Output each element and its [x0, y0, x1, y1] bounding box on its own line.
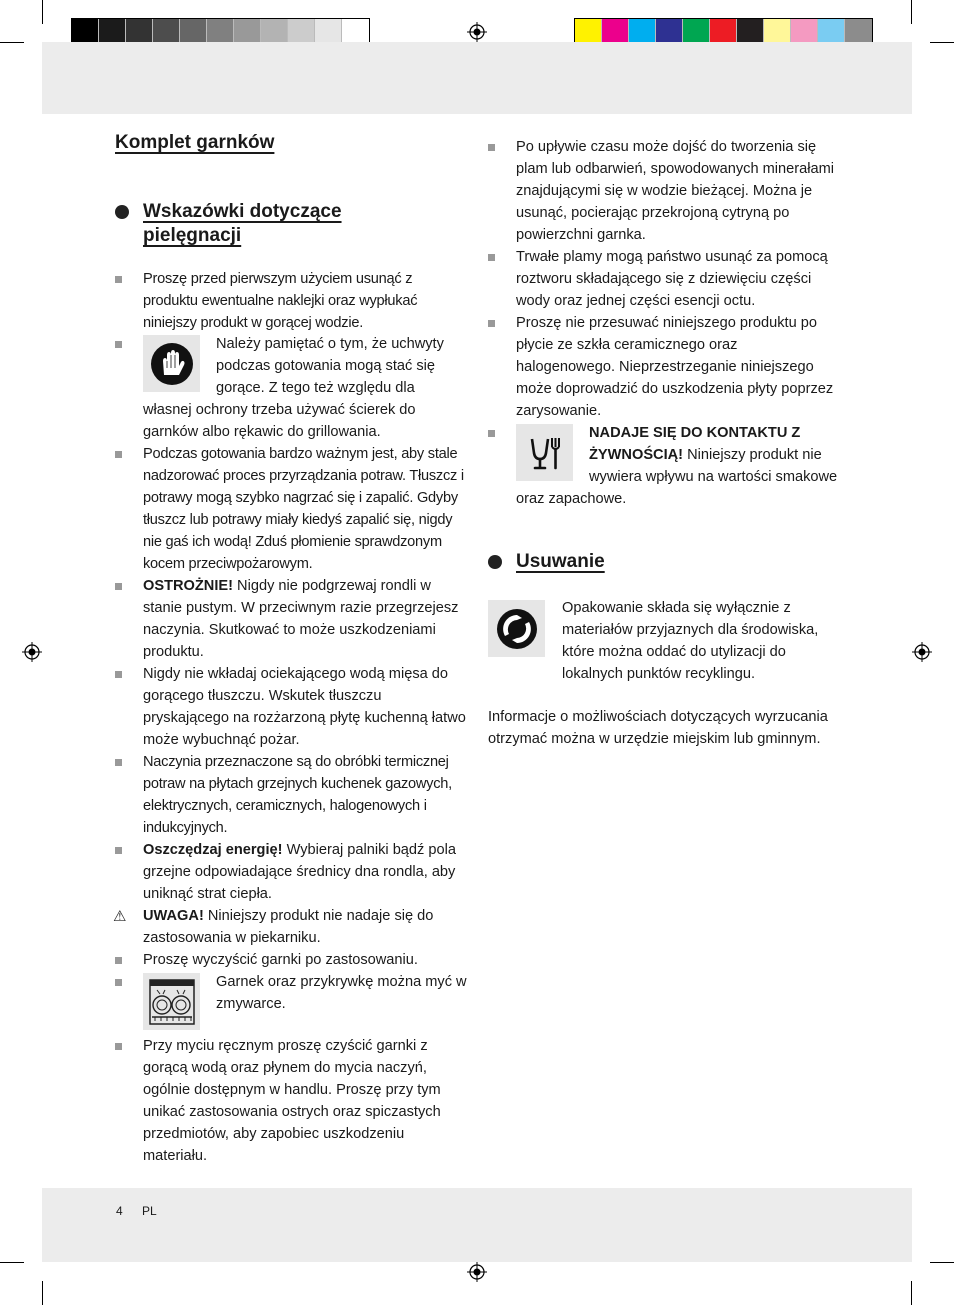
list-item: Nigdy nie wkładaj ociekającego wodą mięsa do gorącego tłuszczu. Wskutek tłuszczu pryskającego na rozżarzoną płytę kuchenną łatwo może wybuchnąć pożar. — [115, 663, 467, 751]
list-item: Należy pamiętać o tym, że uchwyty podczas gotowania mogą stać się gorące. Z tego też względu dla własnej ochrony trzeba używać ścierek do garnków albo rękawic do grillowania. — [115, 333, 467, 443]
disposal-info-text: Informacje o możliwościach dotyczących wyrzucania otrzymać można w urzędzie miejskim lub gminnym. — [488, 709, 828, 747]
list-item: Proszę nie przesuwać niniejszego produktu po płycie ze szkła ceramicznego oraz halogenowego. Nieprzestrzeganie niniejszego może doprowadzić do uszkodzenia płyty poprzez zarysowanie. — [488, 312, 840, 422]
crop-mark — [930, 42, 954, 43]
page-title: Komplet garnków — [115, 132, 275, 153]
page-number: 4 — [116, 1204, 123, 1218]
crop-mark — [930, 1262, 954, 1263]
care-heading — [115, 200, 415, 248]
square-bullet — [115, 671, 122, 678]
list-item: Trwałe plamy mogą państwo usunąć za pomocą roztworu składającego się z dziewięciu części wody oraz jednej części esencji octu. — [488, 246, 840, 312]
packaging-text: Opakowanie składa się wyłącznie z materiałów przyjaznych dla środowiska, które można oddać do utylizacji do lokalnych punktów recyklingu. — [562, 600, 819, 682]
disposal-heading-text: Usuwanie — [516, 551, 605, 572]
square-bullet — [115, 276, 122, 283]
food-safe-icon — [516, 424, 573, 481]
heading-bullet — [488, 555, 502, 569]
registration-mark-icon — [22, 642, 42, 662]
registration-mark-icon — [467, 1262, 487, 1282]
list-item: Garnek oraz przykrywkę można myć w zmywarce. — [115, 971, 467, 1034]
crop-mark — [42, 0, 43, 24]
header-band — [42, 42, 912, 114]
list-item: Proszę przed pierwszym użyciem usunąć z produktu ewentualne naklejki oraz wypłukać niniejszy produkt w gorącej wodzie. — [115, 268, 467, 334]
square-bullet — [115, 759, 122, 766]
registration-mark-icon — [912, 642, 932, 662]
square-bullet — [488, 430, 495, 437]
dishwasher-icon — [143, 973, 200, 1030]
square-bullet — [488, 144, 495, 151]
square-bullet — [115, 341, 122, 348]
square-bullet — [115, 847, 122, 854]
square-bullet — [115, 979, 122, 986]
list-item: Naczynia przeznaczone są do obróbki termicznej potraw na płytach grzejnych kuchenek gazowych, elektrycznych, ceramicznych, halogenowych i indukcyjnych. — [115, 751, 467, 839]
crop-mark — [0, 1262, 24, 1263]
list-item: NADAJE SIĘ DO KONTAKTU Z ŻYWNOŚCIĄ! Niniejszy produkt nie wywiera wpływu na wartości smakowe oraz zapachowe. — [488, 422, 840, 510]
language-code: PL — [142, 1204, 157, 1218]
crop-mark — [911, 1281, 912, 1305]
square-bullet — [115, 583, 122, 590]
square-bullet — [488, 254, 495, 261]
list-item: Przy myciu ręcznym proszę czyścić garnki z gorącą wodą oraz płynem do mycia naczyń, ogólnie dostępnym w handlu. Proszę przy tym unikać zastosowania ostrych oraz spiczastych przedmiotów, aby zapobiec uszkodzeniu materiału. — [115, 1035, 467, 1167]
green-dot-recycling-icon — [488, 600, 545, 657]
list-item: Podczas gotowania bardzo ważnym jest, aby stale nadzorować proces przyrządzania potraw. Tłuszcz i potrawy mogą szybko nagrzać się i zapalić. Gdyby tłuszcz lub potrawy miały kiedyś zapalić się, nigdy nie gaś ich wodą! Zduś płomienie sprawdzonym kocem przeciwpożarowym. — [115, 443, 467, 575]
crop-mark — [42, 1281, 43, 1305]
care-heading-text: Wskazówki dotyczące pielęgnacji — [143, 201, 342, 246]
list-item: ⚠ UWAGA! Niniejszy produkt nie nadaje się do zastosowania w piekarniku. — [113, 908, 434, 946]
warning-triangle-icon: ⚠ — [113, 908, 127, 925]
square-bullet — [115, 1043, 122, 1050]
heading-bullet — [115, 205, 129, 219]
crop-mark — [0, 42, 24, 43]
disposal-heading — [488, 550, 788, 574]
list-item: Proszę wyczyścić garnki po zastosowaniu. — [115, 949, 467, 971]
registration-mark-icon — [467, 22, 487, 42]
square-bullet — [115, 957, 122, 964]
square-bullet — [115, 451, 122, 458]
footer-band — [42, 1188, 912, 1262]
crop-mark — [911, 0, 912, 24]
list-item: OSTROŻNIE! Nigdy nie podgrzewaj rondli w stanie pustym. W przeciwnym razie przegrzejesz naczynia. Skutkować to może uszkodzeniami produktu. — [115, 575, 467, 663]
square-bullet — [488, 320, 495, 327]
oven-glove-icon — [143, 335, 200, 392]
list-item: Oszczędzaj energię! Wybieraj palniki bądź pola grzejne odpowiadające średnicy dna rondla, aby uniknąć strat ciepła. — [115, 839, 467, 905]
list-item: Po upływie czasu może dojść do tworzenia się plam lub odbarwień, spowodowanych minerałami znajdującymi się w wodzie bieżącej. Można je usunąć, pocierając przekrojoną cytryną po powierzchni garnka. — [488, 136, 840, 246]
